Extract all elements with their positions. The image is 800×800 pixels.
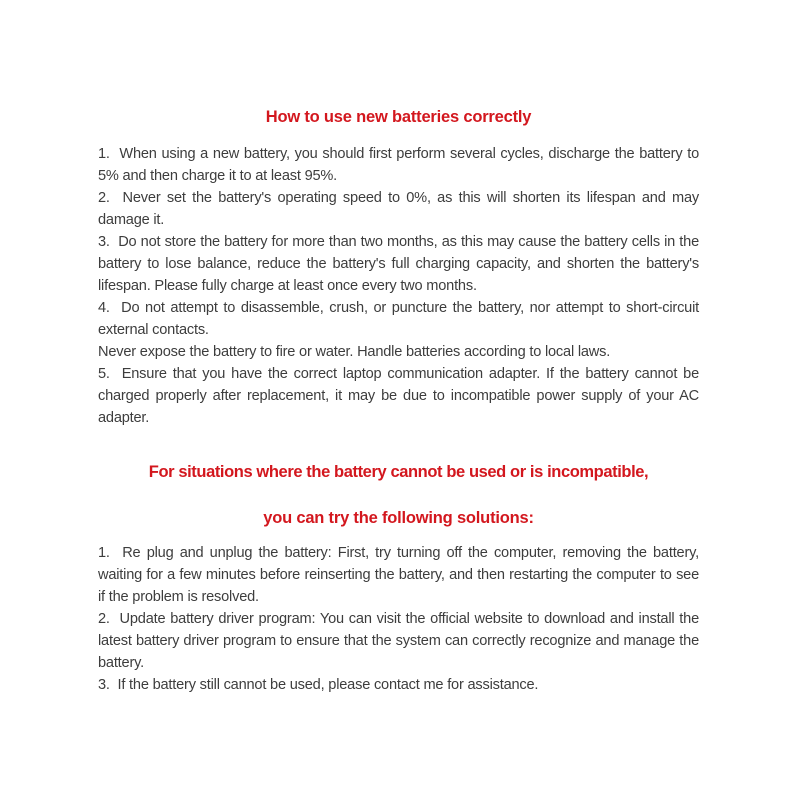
section1-paragraph-2: 2. Never set the battery's operating speed to 0%, as this will shorten its lifespan and may damage it. bbox=[98, 190, 699, 228]
section1-title: How to use new batteries correctly bbox=[265, 108, 532, 126]
section1-paragraph-3: 3. Do not store the battery for more than two months, as this may cause the battery cells in the battery to lose balance, reduce the battery's full charging capacity, and shorten the battery's lifespan. Please fully charge at least once every two months. bbox=[98, 234, 699, 294]
section2-title-line2: you can try the following solutions: bbox=[263, 509, 534, 527]
document-content bbox=[98, 106, 699, 696]
section2-paragraph-3: 3. If the battery still cannot be used, please contact me for assistance. bbox=[98, 677, 539, 693]
section2-paragraph-2: 2. Update battery driver program: You can visit the official website to download and install the latest battery driver program to ensure that the system can correctly recognize and manage the battery. bbox=[98, 611, 699, 671]
section1-paragraph-6: 5. Ensure that you have the correct laptop communication adapter. If the battery cannot be charged properly after replacement, it may be due to incompatible power supply of your AC adapter. bbox=[98, 366, 699, 426]
section1-paragraph-4: 4. Do not attempt to disassemble, crush, or puncture the battery, nor attempt to short-circuit external contacts. bbox=[98, 300, 699, 338]
section2-title-line1: For situations where the battery cannot be used or is incompatible, bbox=[148, 463, 649, 481]
section1-paragraph-5: Never expose the battery to fire or water. Handle batteries according to local laws. bbox=[98, 344, 611, 360]
section1-paragraph-1: 1. When using a new battery, you should first perform several cycles, discharge the battery to 5% and then charge it to at least 95%. bbox=[98, 146, 699, 184]
section2-paragraph-1: 1. Re plug and unplug the battery: First, try turning off the computer, removing the battery, waiting for a few minutes before reinserting the battery, and then restarting the computer to see if the problem is resolved. bbox=[98, 545, 699, 605]
